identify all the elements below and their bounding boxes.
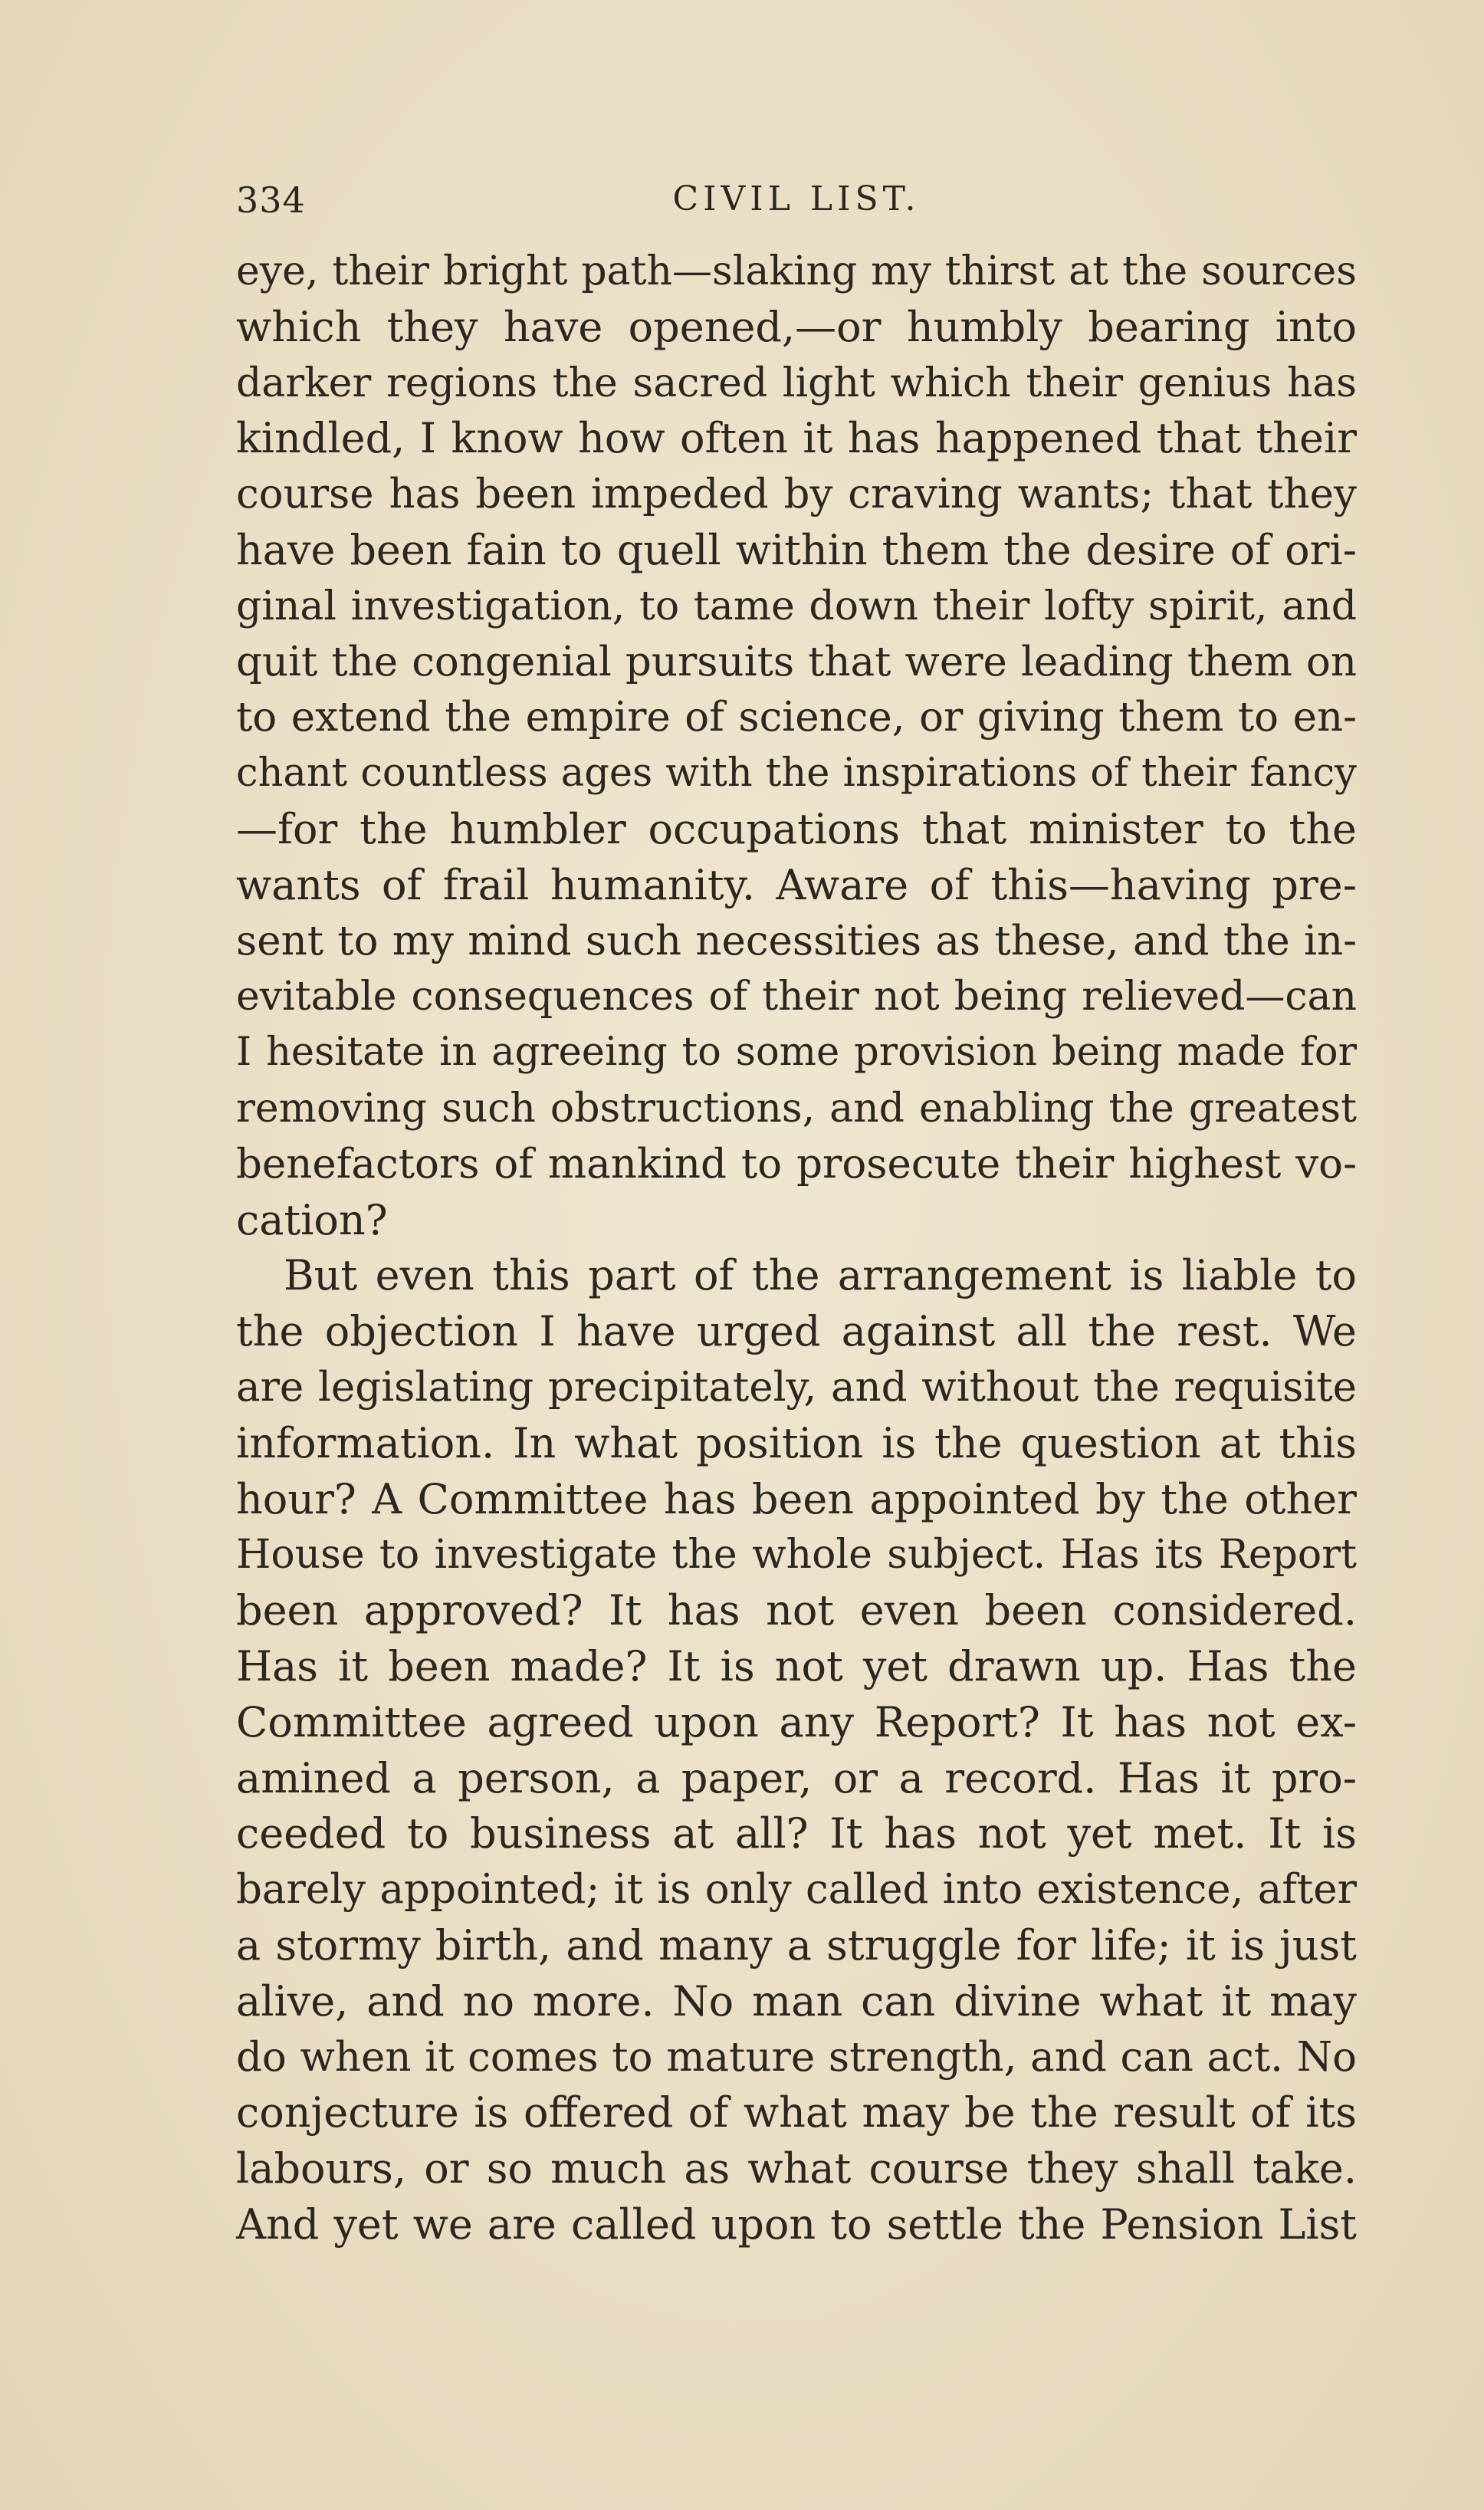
text-line: course has been impeded by craving wants; that they [236, 471, 1357, 518]
text-line: And yet we are called upon to settle the Pension List [236, 2200, 1357, 2249]
text-line: alive, and no more. No man can divine what it may [236, 1976, 1357, 2025]
text-line: a stormy birth, and many a struggle for life; it is just [236, 1920, 1357, 1970]
text-line: Has it been made? It is not yet drawn up. Has the [236, 1641, 1357, 1690]
body-text [236, 244, 1357, 2253]
running-head: CIVIL LIST. [672, 179, 921, 218]
text-line: cation? [236, 1195, 388, 1244]
text-line: ceeded to business at all? It has not yet met. It is [236, 1809, 1357, 1858]
text-line: which they have opened,—or humbly bearing into [236, 302, 1357, 351]
text-line: removing such obstructions, and enabling the greatest [236, 1085, 1357, 1132]
text-line: ginal investigation, to tame down their lofty spirit, and [236, 583, 1357, 629]
text-line: But even this part of the arrangement is liable to [284, 1251, 1357, 1300]
text-line: wants of frail humanity. Aware of this—having pre- [236, 860, 1357, 909]
text-line: darker regions the sacred light which their genius has [236, 360, 1357, 406]
text-line: House to investigate the whole subject. Has its Report [236, 1532, 1357, 1579]
page-header [236, 170, 1357, 224]
text-line: have been fain to quell within them the desire of ori- [236, 525, 1357, 574]
text-line: sent to my mind such necessities as these, and the in- [236, 917, 1357, 964]
text-line: barely appointed; it is only called into existence, after [236, 1866, 1357, 1914]
text-line: Committee agreed upon any Report? It has not ex- [236, 1697, 1357, 1746]
page-number: 334 [236, 179, 306, 221]
text-line: evitable consequences of their not being relieved—can [236, 974, 1357, 1020]
text-line: amined a person, a paper, or a record. Has it pro- [236, 1753, 1357, 1802]
text-line: kindled, I know how often it has happened that their [236, 414, 1357, 463]
text-line: conjecture is offered of what may be the result of its [236, 2088, 1357, 2137]
text-line: eye, their bright path—slaking my thirst at the sources [236, 248, 1357, 294]
text-line: chant countless ages with the inspirations of their fancy [236, 751, 1357, 797]
text-line: I hesitate in agreeing to some provision being made for [236, 1030, 1357, 1076]
text-line: are legislating precipitately, and without the requisite [236, 1363, 1357, 1411]
text-line: benefactors of mankind to prosecute their highest vo- [236, 1140, 1357, 1188]
text-line: to extend the empire of science, or giving them to en- [236, 694, 1357, 741]
text-line: been approved? It has not even been considered. [236, 1586, 1357, 1635]
text-line: hour? A Committee has been appointed by the other [236, 1474, 1357, 1523]
text-line: the objection I have urged against all the rest. We [236, 1307, 1357, 1356]
text-line: do when it comes to mature strength, and can act. No [236, 2033, 1357, 2081]
text-line: information. In what position is the question at this [236, 1418, 1357, 1467]
text-line: labours, or so much as what course they shall take. [236, 2144, 1357, 2193]
text-line: —for the humbler occupations that minister to the [236, 804, 1357, 853]
text-line: quit the congenial pursuits that were leading them on [236, 638, 1357, 685]
